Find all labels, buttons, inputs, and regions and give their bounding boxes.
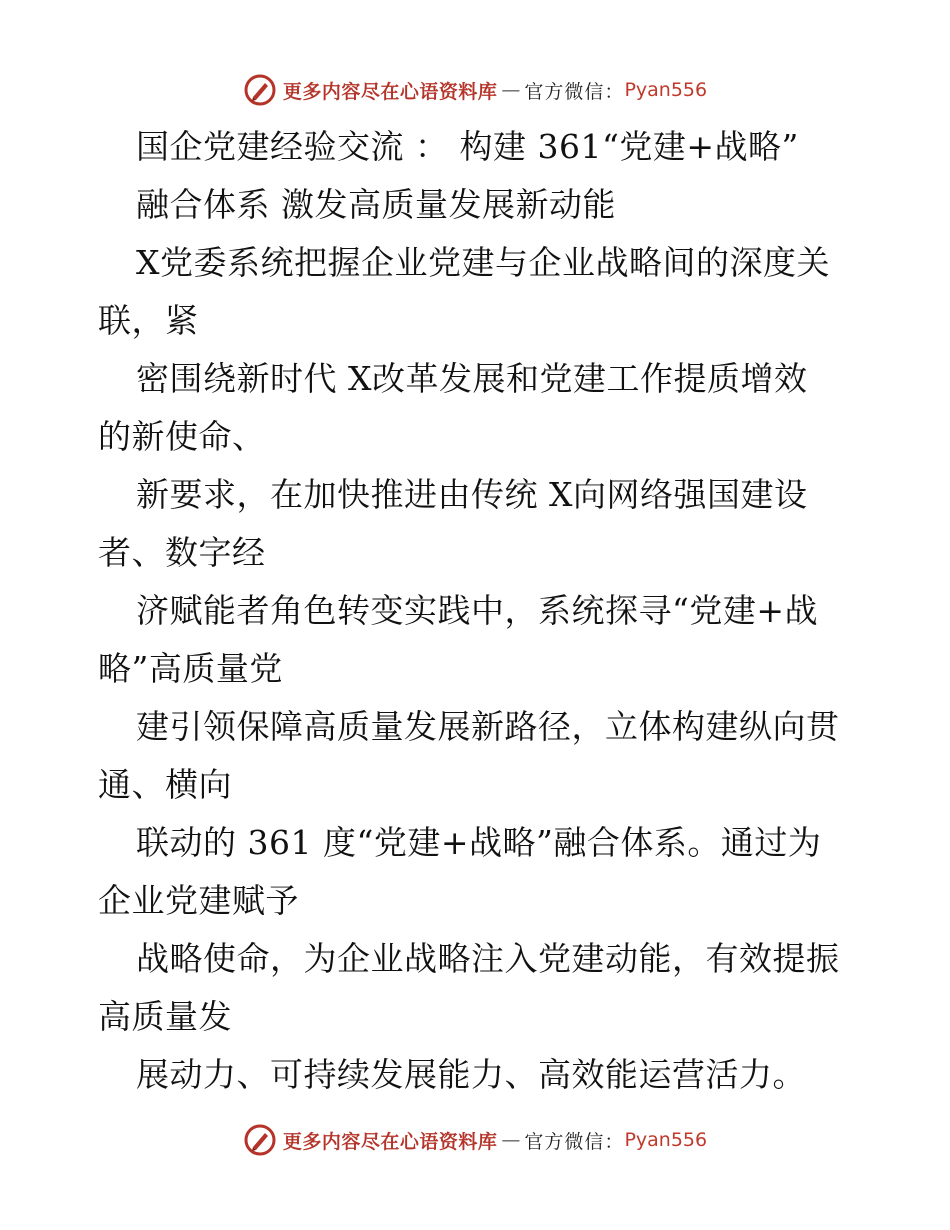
- paragraph-line: 高质量发: [98, 997, 232, 1036]
- paragraph-line: 者、数字经: [98, 533, 266, 572]
- title-line-1: 国企党建经验交流 ： 构建 361“党建+战略”: [136, 127, 799, 166]
- pen-logo-icon: [243, 1123, 277, 1157]
- banner-brand-text: 更多内容尽在心语资料库: [282, 1130, 498, 1153]
- paragraph-line: 的新使命、: [98, 417, 266, 456]
- paragraph-line: X党委系统把握企业党建与企业战略间的深度关: [136, 243, 830, 282]
- document-body: [98, 118, 858, 1104]
- paragraph-line: 企业党建赋予: [98, 881, 299, 920]
- paragraph-line: 新要求，在加快推进由传统 X向网络强国建设: [136, 475, 808, 514]
- banner-separator: —: [501, 1129, 521, 1151]
- banner-brand-text: 更多内容尽在心语资料库: [282, 80, 498, 103]
- paragraph-line: 战略使命，为企业战略注入党建动能，有效提振: [136, 939, 840, 978]
- paragraph-line: 联，紧: [98, 301, 199, 340]
- banner-account-id: Pyan556: [624, 1129, 708, 1151]
- paragraph-line: 密围绕新时代 X改革发展和党建工作提质增效: [136, 359, 808, 398]
- footer-banner: [0, 1120, 950, 1160]
- title-line-2: 融合体系 激发高质量发展新动能: [136, 185, 616, 224]
- paragraph-line: 联动的 361 度“党建+战略”融合体系。通过为: [136, 823, 822, 862]
- pen-logo-icon: [243, 73, 277, 107]
- banner-official-label: 官方微信：: [524, 1130, 625, 1153]
- paragraph-line: 济赋能者角色转变实践中，系统探寻“党建+战: [136, 591, 819, 630]
- paragraph-line: 建引领保障高质量发展新路径，立体构建纵向贯: [136, 707, 840, 746]
- banner-separator: —: [501, 79, 521, 101]
- header-banner: [0, 70, 950, 110]
- paragraph-line: 展动力、可持续发展能力、高效能运营活力。: [136, 1055, 806, 1094]
- banner-official-label: 官方微信：: [524, 80, 625, 103]
- paragraph-line: 通、横向: [98, 765, 232, 804]
- banner-account-id: Pyan556: [624, 79, 708, 101]
- paragraph-line: 略”高质量党: [98, 649, 283, 688]
